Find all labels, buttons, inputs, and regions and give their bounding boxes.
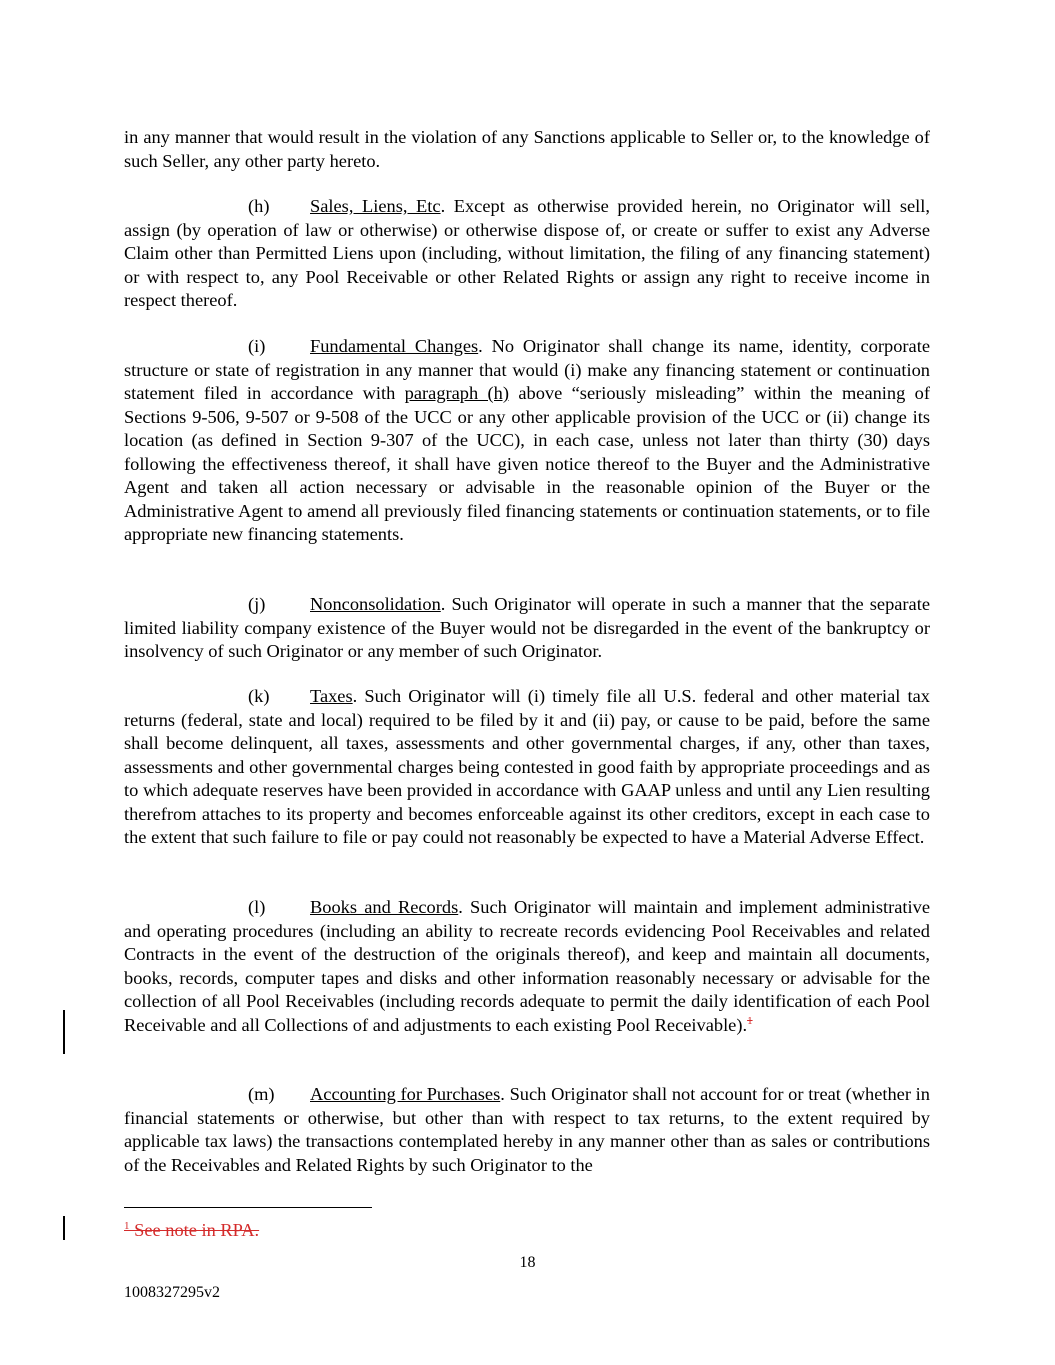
paragraph-label: (i) xyxy=(248,336,266,356)
paragraph-body: . No Originator shall change its name, identity, corporate structure or state of registration in any manner that would (i) make any financing statement or continuation statement filed in accordance with xyxy=(124,336,930,403)
revision-change-bar xyxy=(63,1010,65,1054)
paragraph-heading: Accounting for Purchases xyxy=(310,1084,501,1104)
cross-reference-link: paragraph (h) xyxy=(404,383,509,403)
footnote-reference: 1 xyxy=(747,1014,753,1027)
paragraph-body: . Such Originator will operate in such a manner that the separate limited liability company existence of the Buyer would not be disregarded in the event of the bankruptcy or insolvency of such Originator or any member of such Originator. xyxy=(124,594,930,661)
paragraph-heading: Taxes xyxy=(310,686,353,706)
paragraph-label: (j) xyxy=(248,594,266,614)
page-number: 18 xyxy=(519,1254,536,1271)
paragraph-l xyxy=(124,896,930,1037)
paragraph-heading: Sales, Liens, Etc xyxy=(310,196,441,216)
paragraph-i xyxy=(124,335,930,547)
revision-change-bar xyxy=(63,1216,65,1240)
paragraph-body-continued: above “seriously misleading” within the meaning of Sections 9-506, 9-507 or 9-508 of the UCC or any other applicable provision of the UCC or (ii) change its location (as defined in Section 9-307 of the UCC), in each case, unless not later than thirty (30) days following the effectiveness thereof, it shall have given notice thereof to the Buyer and the Administrative Agent and taken all action necessary or advisable in the reasonable opinion of the Buyer or the Administrative Agent to amend all previously filed financing statements or continuation statements, or to file appropriate new financing statements. xyxy=(124,383,930,544)
footnote xyxy=(124,1219,259,1241)
footnote-separator xyxy=(124,1207,372,1208)
paragraph-body: . Such Originator will maintain and implement administrative and operating procedures (including an ability to recreate records evidencing Pool Receivables and related Contracts in the event of the destruction of the originals thereof), and keep and maintain all documents, books, records, computer tapes and disks and other information reasonably necessary or advisable for the collection of all Pool Receivables (including records adequate to permit the daily identification of each Pool Receivable and all Collections of and adjustments to each existing Pool Receivable). xyxy=(124,897,930,1035)
paragraph-k xyxy=(124,685,930,850)
paragraph-label: (l) xyxy=(248,897,266,917)
paragraph-label: (h) xyxy=(248,196,270,216)
paragraph-h xyxy=(124,195,930,313)
paragraph-label: (m) xyxy=(248,1084,275,1104)
intro-text: in any manner that would result in the violation of any Sanctions applicable to Seller or, to the knowledge of such Seller, any other party hereto. xyxy=(124,127,930,171)
intro-paragraph xyxy=(124,126,930,173)
document-id: 1008327295v2 xyxy=(124,1284,220,1301)
footnote-number: 1 xyxy=(124,1219,130,1232)
paragraph-heading: Fundamental Changes xyxy=(310,336,479,356)
paragraph-body: . Such Originator shall not account for or treat (whether in financial statements or otherwise, but other than with respect to tax returns, to the extent required by applicable tax laws) the transactions contemplated hereby in any manner other than as sales or contributions of the Receivables and Related Rights by such Originator to the xyxy=(124,1084,930,1175)
paragraph-label: (k) xyxy=(248,686,270,706)
paragraph-m xyxy=(124,1083,930,1177)
paragraph-j xyxy=(124,593,930,664)
paragraph-heading: Books and Records xyxy=(310,897,459,917)
paragraph-body: . Except as otherwise provided herein, no Originator will sell, assign (by operation of law or otherwise) or otherwise dispose of, or create or suffer to exist any Adverse Claim other than Permitted Liens upon (including, without limitation, the filing of any financing statement) or with respect to, any Pool Receivable or other Related Rights or assign any right to receive income in respect thereof. xyxy=(124,196,930,310)
footnote-text: See note in RPA. xyxy=(129,1220,260,1240)
paragraph-body: . Such Originator will (i) timely file all U.S. federal and other material tax returns (federal, state and local) required to be filed by it and (ii) pay, or cause to be paid, before the same shall become delinquent, all taxes, assessments and other governmental charges, if any, other than taxes, assessments and other governmental charges being contested in good faith by appropriate proceedings and as to which adequate reserves have been provided in accordance with GAAP unless and until any Lien resulting therefrom attaches to its property and becomes enforceable against its other creditors, except in each case to the extent that such failure to file or pay could not reasonably be expected to have a Material Adverse Effect. xyxy=(124,686,930,847)
paragraph-heading: Nonconsolidation xyxy=(310,594,441,614)
